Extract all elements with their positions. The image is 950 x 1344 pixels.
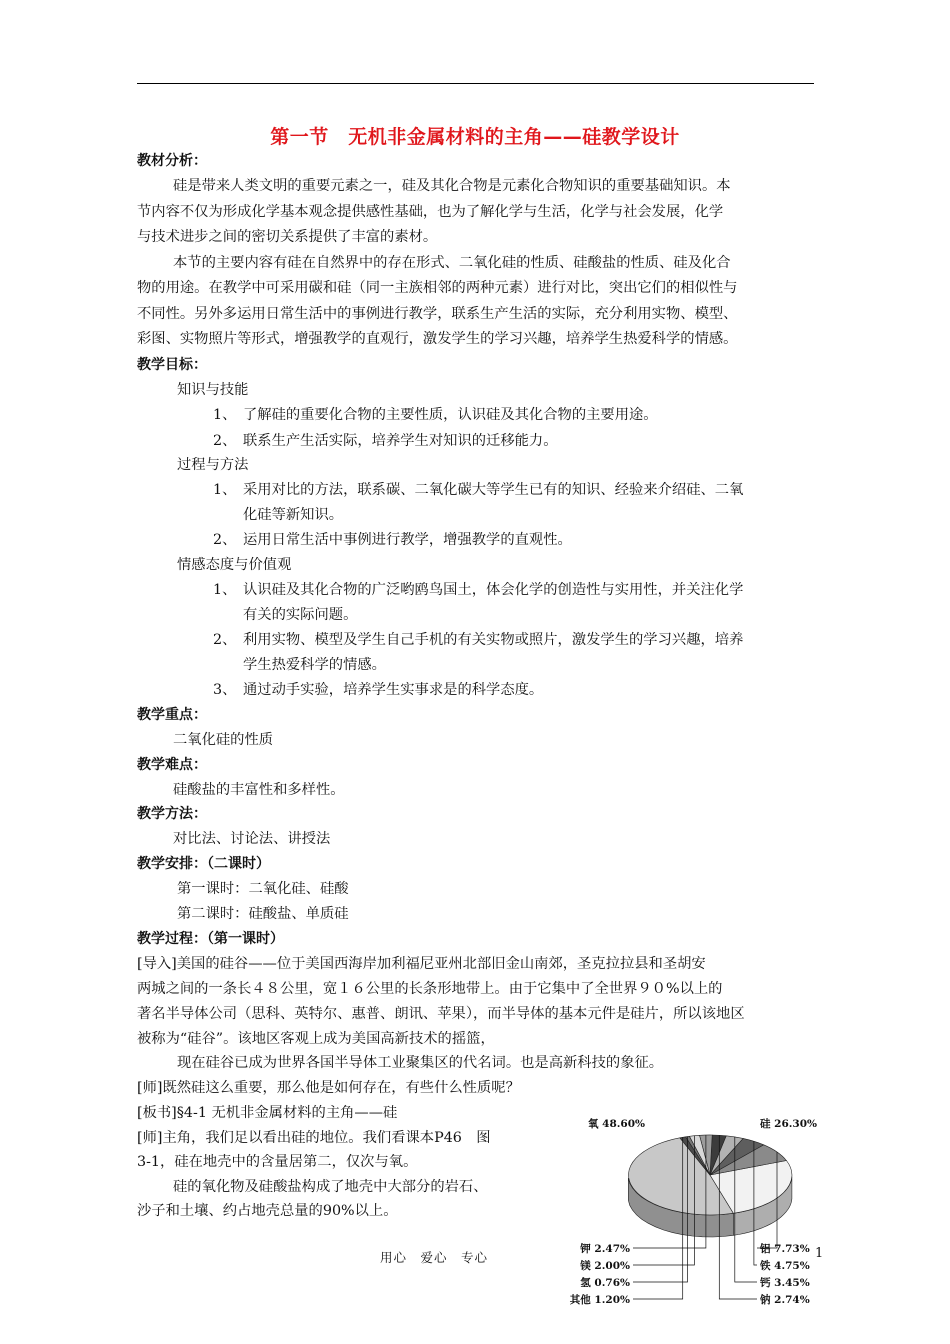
list-item bbox=[213, 630, 743, 650]
paragraph-line: 现在硅谷已成为世界各国半导体工业聚集区的代名词。也是高新科技的象征。 bbox=[177, 1055, 664, 1071]
list-number: 1、 bbox=[213, 407, 237, 423]
pie-label: 其他 1.20% bbox=[569, 1294, 630, 1306]
paragraph-line: 彩图、实物照片等形式，增强教学的直观行，激发学生的学习兴趣，培养学生热爱科学的情感。 bbox=[137, 331, 738, 347]
paragraph-line: 3-1，硅在地壳中的含量居第二，仅次与氧。 bbox=[137, 1154, 418, 1170]
paragraph-line: [导入]美国的硅谷——位于美国西海岸加利福尼亚州北部旧金山南郊，圣克拉拉县和圣胡安 bbox=[137, 956, 706, 972]
paragraph-line: 著名半导体公司（思科、英特尔、惠普、朗讯、苹果），而半导体的基本元件是硅片，所以该地区 bbox=[137, 1006, 745, 1022]
paragraph-line: 本节的主要内容有硅在自然界中的存在形式、二氧化硅的性质、硅酸盐的性质、硅及化合 bbox=[173, 255, 731, 271]
list-item bbox=[213, 431, 558, 451]
list-text: 运用日常生活中事例进行教学，增强教学的直观性。 bbox=[243, 532, 572, 548]
crust-composition-pie-chart bbox=[560, 1105, 820, 1310]
subheading: 知识与技能 bbox=[177, 382, 249, 398]
list-text: 联系生产生活实际，培养学生对知识的迁移能力。 bbox=[243, 433, 558, 449]
list-number: 2、 bbox=[213, 532, 237, 548]
list-continuation: 学生热爱科学的情感。 bbox=[243, 657, 386, 673]
pie-label: 氧 48.60% bbox=[588, 1118, 646, 1130]
heading-goals: 教学目标： bbox=[137, 357, 207, 373]
heading-difficulty: 教学难点： bbox=[137, 757, 207, 773]
pie-label: 氢 0.76% bbox=[580, 1277, 630, 1289]
key-point-text: 二氧化硅的性质 bbox=[173, 732, 274, 748]
list-text: 了解硅的重要化合物的主要性质，认识硅及其化合物的主要用途。 bbox=[243, 407, 658, 423]
paragraph-line: 硅是带来人类文明的重要元素之一，硅及其化合物是元素化合物知识的重要基础知识。本 bbox=[173, 178, 731, 194]
page-title: 第一节 无机非金属材料的主角——硅教学设计 bbox=[270, 126, 680, 148]
pie-label: 钠 2.74% bbox=[760, 1294, 810, 1306]
paragraph-line: 节内容不仅为形成化学基本观念提供感性基础，也为了解化学与生活，化学与社会发展，化学 bbox=[137, 204, 724, 220]
paragraph-line: 两城之间的一条长４８公里，宽１６公里的长条形地带上。由于它集中了全世界９０%以上的 bbox=[137, 981, 723, 997]
pie-label: 镁 2.00% bbox=[580, 1260, 630, 1272]
paragraph-line: 不同性。另外多运用日常生活中的事例进行教学，联系生产生活的实际，充分利用实物、模型、 bbox=[137, 306, 738, 322]
paragraph-line: [师]既然硅这么重要，那么他是如何存在，有些什么性质呢？ bbox=[137, 1080, 520, 1096]
pie-label: 钙 3.45% bbox=[760, 1277, 810, 1289]
arrangement-item: 第一课时：二氧化硅、硅酸 bbox=[177, 881, 349, 897]
pie-label: 硅 26.30% bbox=[760, 1118, 818, 1130]
subheading: 情感态度与价值观 bbox=[177, 557, 292, 573]
difficulty-text: 硅酸盐的丰富性和多样性。 bbox=[173, 782, 345, 798]
paragraph-line: [师]主角，我们足以看出硅的地位。我们看课本P46 图 bbox=[137, 1130, 491, 1146]
list-number: 2、 bbox=[213, 433, 237, 449]
paragraph-line: 沙子和土壤、约占地壳总量的90%以上。 bbox=[137, 1203, 398, 1219]
pie-label: 钾 2.47% bbox=[580, 1243, 630, 1255]
list-continuation: 化硅等新知识。 bbox=[243, 507, 344, 523]
list-text: 采用对比的方法，联系碳、二氧化碳大等学生已有的知识、经验来介绍硅、二氧 bbox=[243, 482, 744, 498]
list-number: 2、 bbox=[213, 632, 237, 648]
list-item bbox=[213, 405, 658, 425]
list-item bbox=[213, 580, 743, 600]
arrangement-item: 第二课时：硅酸盐、单质硅 bbox=[177, 906, 349, 922]
list-text: 利用实物、模型及学生自己手机的有关实物或照片，激发学生的学习兴趣，培养 bbox=[243, 632, 744, 648]
paragraph-line: [板书]§4-1 无机非金属材料的主角——硅 bbox=[137, 1105, 398, 1121]
list-item bbox=[213, 680, 543, 700]
heading-arrangement: 教学安排：（二课时） bbox=[137, 856, 270, 872]
paragraph-line: 被称为“硅谷”。该地区客观上成为美国高新技术的摇篮， bbox=[137, 1031, 495, 1047]
pie-label: 铁 4.75% bbox=[760, 1260, 810, 1272]
list-number: 3、 bbox=[213, 682, 237, 698]
list-number: 1、 bbox=[213, 582, 237, 598]
heading-process: 教学过程：（第一课时） bbox=[137, 931, 284, 947]
paragraph-line: 硅的氧化物及硅酸盐构成了地壳中大部分的岩石、 bbox=[173, 1179, 488, 1195]
heading-analysis: 教材分析： bbox=[137, 153, 207, 169]
heading-key-point: 教学重点： bbox=[137, 707, 207, 723]
list-text: 认识硅及其化合物的广泛哟鸥鸟国土，体会化学的创造性与实用性，并关注化学 bbox=[243, 582, 744, 598]
header-rule bbox=[137, 83, 814, 84]
list-number: 1、 bbox=[213, 482, 237, 498]
heading-method: 教学方法： bbox=[137, 806, 207, 822]
list-continuation: 有关的实际问题。 bbox=[243, 607, 358, 623]
list-text: 通过动手实验，培养学生实事求是的科学态度。 bbox=[243, 682, 544, 698]
paragraph-line: 与技术进步之间的密切关系提供了丰富的素材。 bbox=[137, 229, 438, 245]
method-text: 对比法、讨论法、讲授法 bbox=[173, 831, 331, 847]
page-number: 1 bbox=[815, 1246, 824, 1261]
list-item bbox=[213, 480, 743, 500]
list-item bbox=[213, 530, 572, 550]
page-footer: 用心 爱心 专心 bbox=[380, 1250, 489, 1265]
subheading: 过程与方法 bbox=[177, 457, 249, 473]
paragraph-line: 物的用途。在教学中可采用碳和硅（同一主族相邻的两种元素）进行对比，突出它们的相似性与 bbox=[137, 280, 738, 296]
pie-label: 铝 7.73% bbox=[760, 1243, 810, 1255]
